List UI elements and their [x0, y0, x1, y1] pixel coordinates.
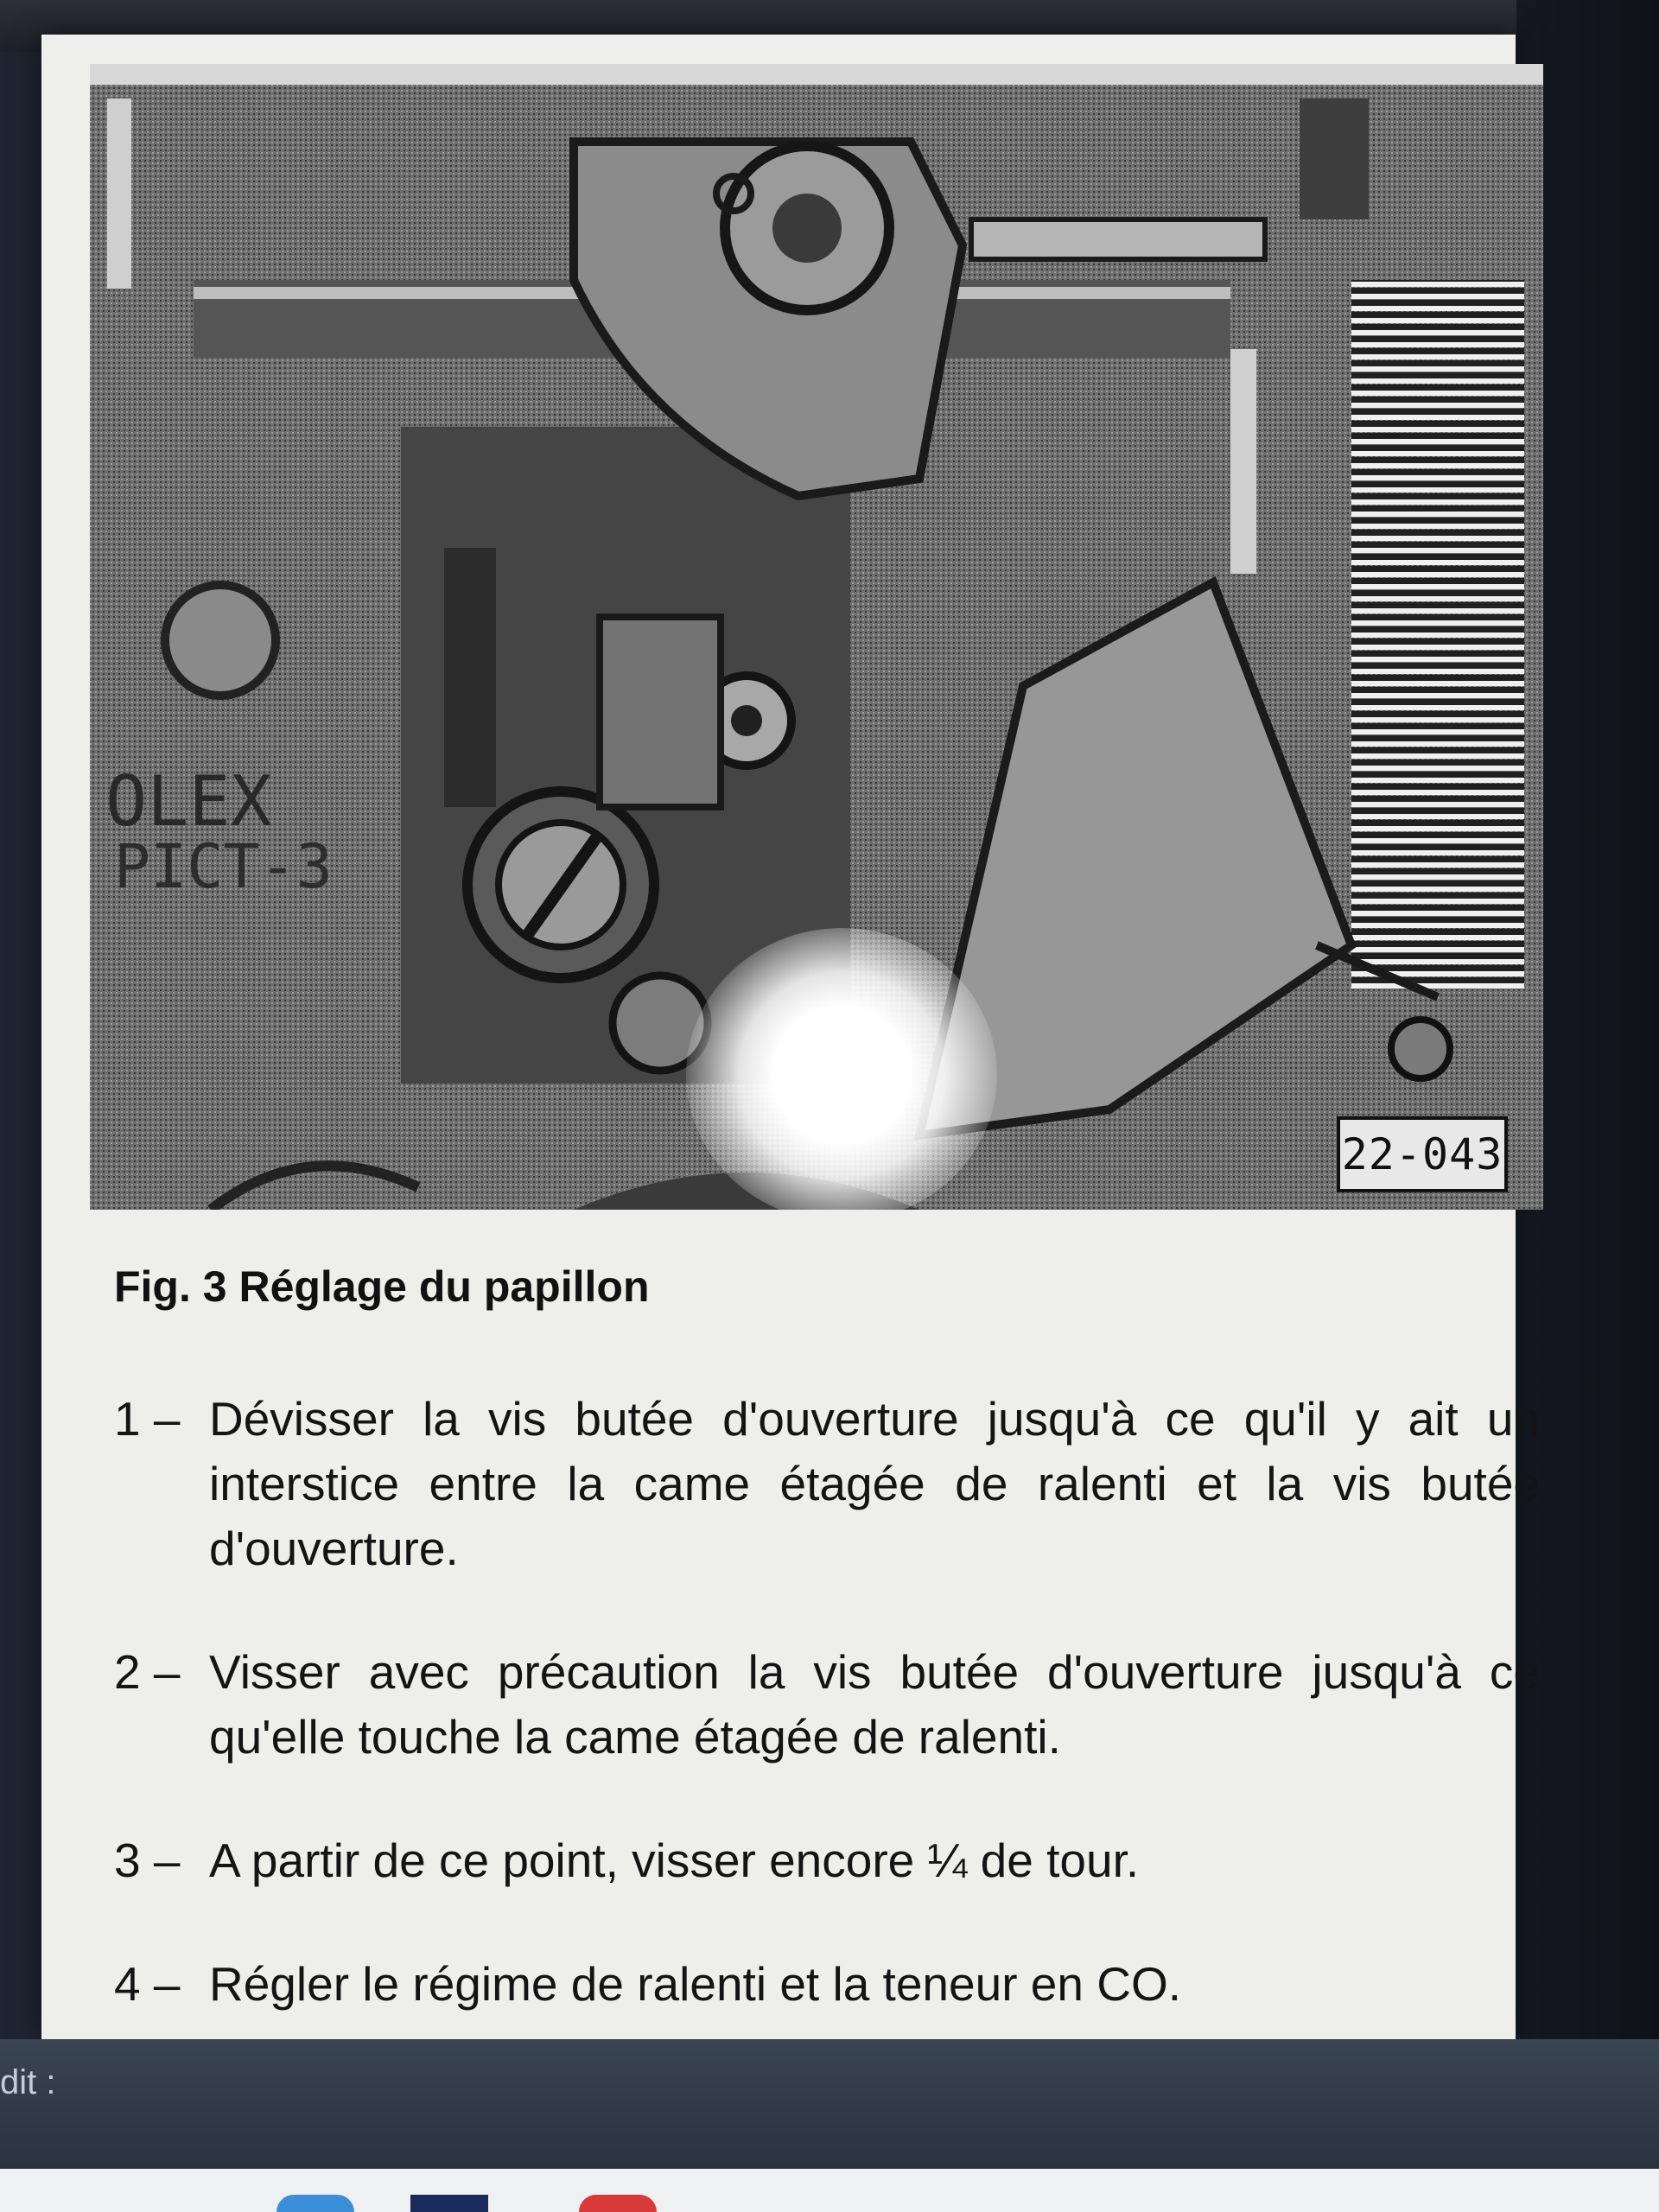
list-item — [114, 1640, 1540, 1770]
step-text: Visser avec précaution la vis butée d'ouverture jusqu'à ce qu'elle touche la came étagée de ralenti. — [209, 1645, 1540, 1764]
list-item — [114, 1387, 1540, 1581]
list-item — [114, 1828, 1540, 1893]
figure-caption: Fig. 3 Réglage du papillon — [114, 1262, 650, 1311]
list-item — [114, 1952, 1540, 2017]
edit-label: dit : — [0, 2063, 56, 2101]
camera-glare — [686, 928, 997, 1210]
document-page — [41, 35, 1540, 2039]
vw-logo-icon — [161, 581, 280, 700]
step-text: Régler le régime de ralenti et la teneur en CO. — [209, 1957, 1182, 2011]
forum-area-below — [0, 2039, 1659, 2169]
taskbar — [0, 2169, 1659, 2212]
step-number: 4 – — [114, 1957, 181, 2011]
photo-brand-text: OLEX — [105, 761, 272, 842]
step-number: 2 – — [114, 1645, 181, 1699]
instruction-list — [114, 1387, 1540, 2075]
taskbar-app-icon[interactable] — [276, 2195, 354, 2212]
taskbar-app-icon[interactable] — [579, 2195, 657, 2212]
taskbar-app-icon[interactable] — [410, 2195, 488, 2212]
step-number: 3 – — [114, 1834, 181, 1887]
step-text: Dévisser la vis butée d'ouverture jusqu'à ce qu'il y ait un interstice entre la came étagée de ralenti et la vis butée d'ouverture. — [209, 1392, 1540, 1575]
photo-reference-code: 22-043 — [1337, 1116, 1508, 1192]
carburetor-photo — [90, 64, 1543, 1210]
step-number: 1 – — [114, 1392, 181, 1446]
photo-model-text: PICT-3 — [114, 831, 333, 902]
step-text: A partir de ce point, visser encore ¼ de tour. — [209, 1834, 1140, 1887]
